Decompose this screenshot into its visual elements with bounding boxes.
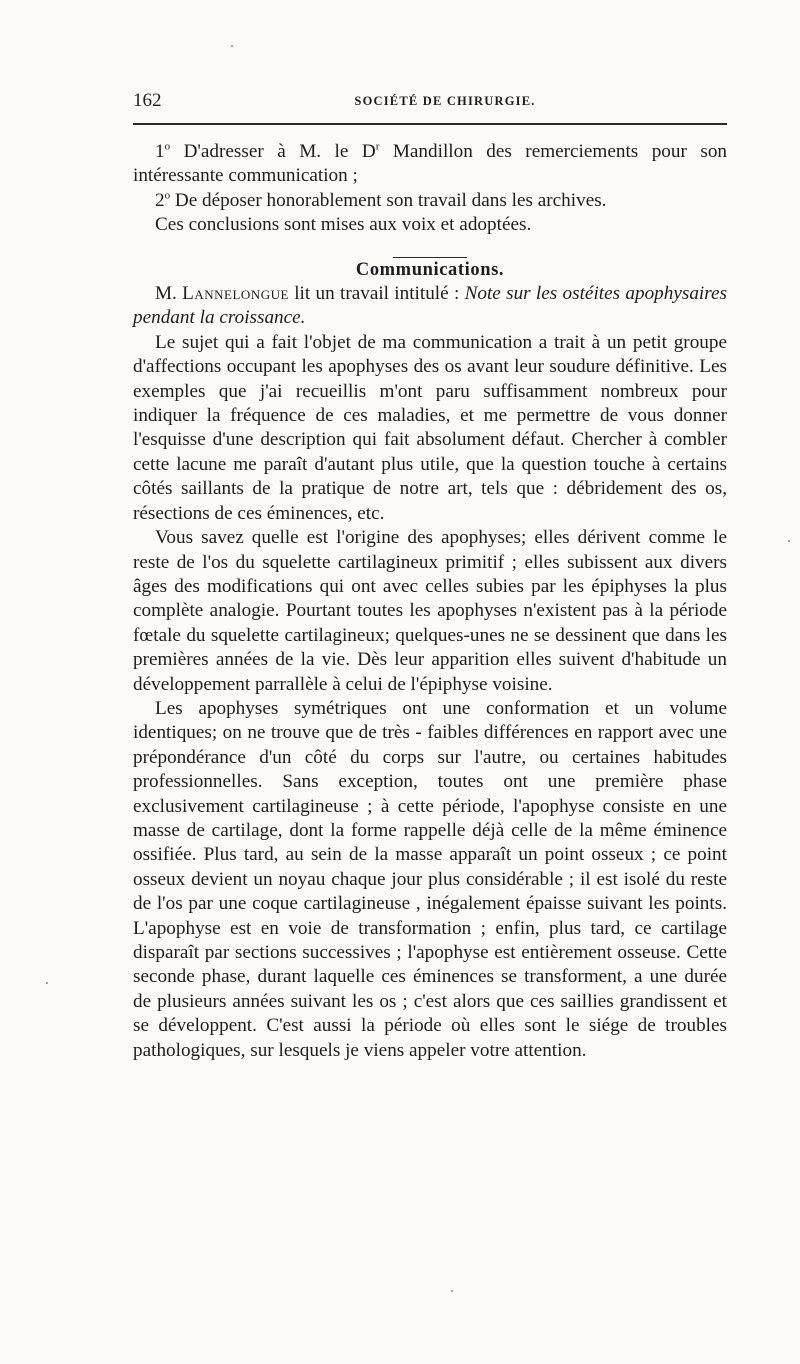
page-number: 162	[133, 90, 162, 111]
header-rule	[133, 123, 727, 125]
running-head: SOCIÉTÉ DE CHIRURGIE.	[354, 94, 536, 108]
section-title: Communications.	[355, 259, 505, 280]
paragraph: Les apophyses symétriques ont une conformation et un volume identiques; on ne trouve que de très - faibles différences en rapport avec une prépondérance d'un côté du corps sur l'autre, ou certaines habitudes professionnelles. Sans exception, toutes ont une première phase exclusivement cartilagineuse ; à cette période, l'apophyse consiste en une masse de cartilage, dont la forme rappelle déjà celle de la même éminence ossifiée. Plus tard, au sein de la masse apparaît un point osseux ; ce point osseux devient un noyau chaque jour plus considérable ; il est isolé du reste de l'os par une coque cartilagineuse , inégalement épaisse suivant les points. L'apophyse est en voie de transformation ; enfin, plus tard, ce cartilage disparaît par sections successives ; l'apophyse est entièrement osseuse. Cette seconde phase, durant laquelle ces éminences se transforment, a une durée de plusieurs années suivant les os ; c'est alors que ces saillies grandissent et se développent. C'est aussi la période où elles sont le siége de troubles pathologiques, sur lesquels je viens appeler votre attention.	[133, 697, 727, 1061]
paper-speck	[231, 45, 233, 47]
vote-statement: Ces conclusions sont mises aux voix et adoptées.	[155, 214, 532, 236]
communication-intro: M. Lannelongue lit un travail intitulé : Note sur les ostéites apophysaires pendant la croissance.	[133, 283, 728, 329]
paper-speck	[46, 982, 48, 984]
author-name: Lannelongue	[182, 283, 289, 305]
conclusion-item-1: 1$^o$ D'adresser à M. le $D^r$ Mandillon des remerciements pour son intéressante communication ;	[133, 140, 728, 187]
paper-speck	[788, 540, 790, 542]
work-title: Note sur les ostéites apophysaires pendant la croissance.	[133, 283, 728, 329]
body-text	[133, 140, 727, 1063]
paragraph: Le sujet qui a fait l'objet de ma communication a trait à un petit groupe d'affections occupant les apophyses des os avant leur soudure définitive. Les exemples que j'ai recueillis m'ont paru suffisamment nombreux pour indiquer la fréquence de ces maladies, et me permettre de vous donner l'esquisse d'une description qui fait absolument défaut. Chercher à combler cette lacune me paraît d'autant plus utile, que la question touche à certains côtés saillants de la pratique de notre art, tels que : débridement des os, résections de ces éminences, etc.	[133, 331, 727, 524]
conclusion-item-2: 2$^o$ De déposer honorablement son travail dans les archives.	[155, 189, 607, 211]
page-header	[133, 90, 727, 112]
paper-speck	[451, 1290, 453, 1292]
paragraph: Vous savez quelle est l'origine des apophyses; elles dérivent comme le reste de l'os du squelette cartilagineux primitif ; elles subissent aux divers âges des modifications qui ont avec celles subies par les épiphyses la plus complète analogie. Pourtant toutes les apophyses n'existent pas à la période fœtale du squelette cartilagineux; quelques-unes ne se dessinent que dans les premières années de la vie. Dès leur apparition elles suivent d'habitude un développement parrallèle à celui de l'épiphyse voisine.	[133, 527, 727, 695]
